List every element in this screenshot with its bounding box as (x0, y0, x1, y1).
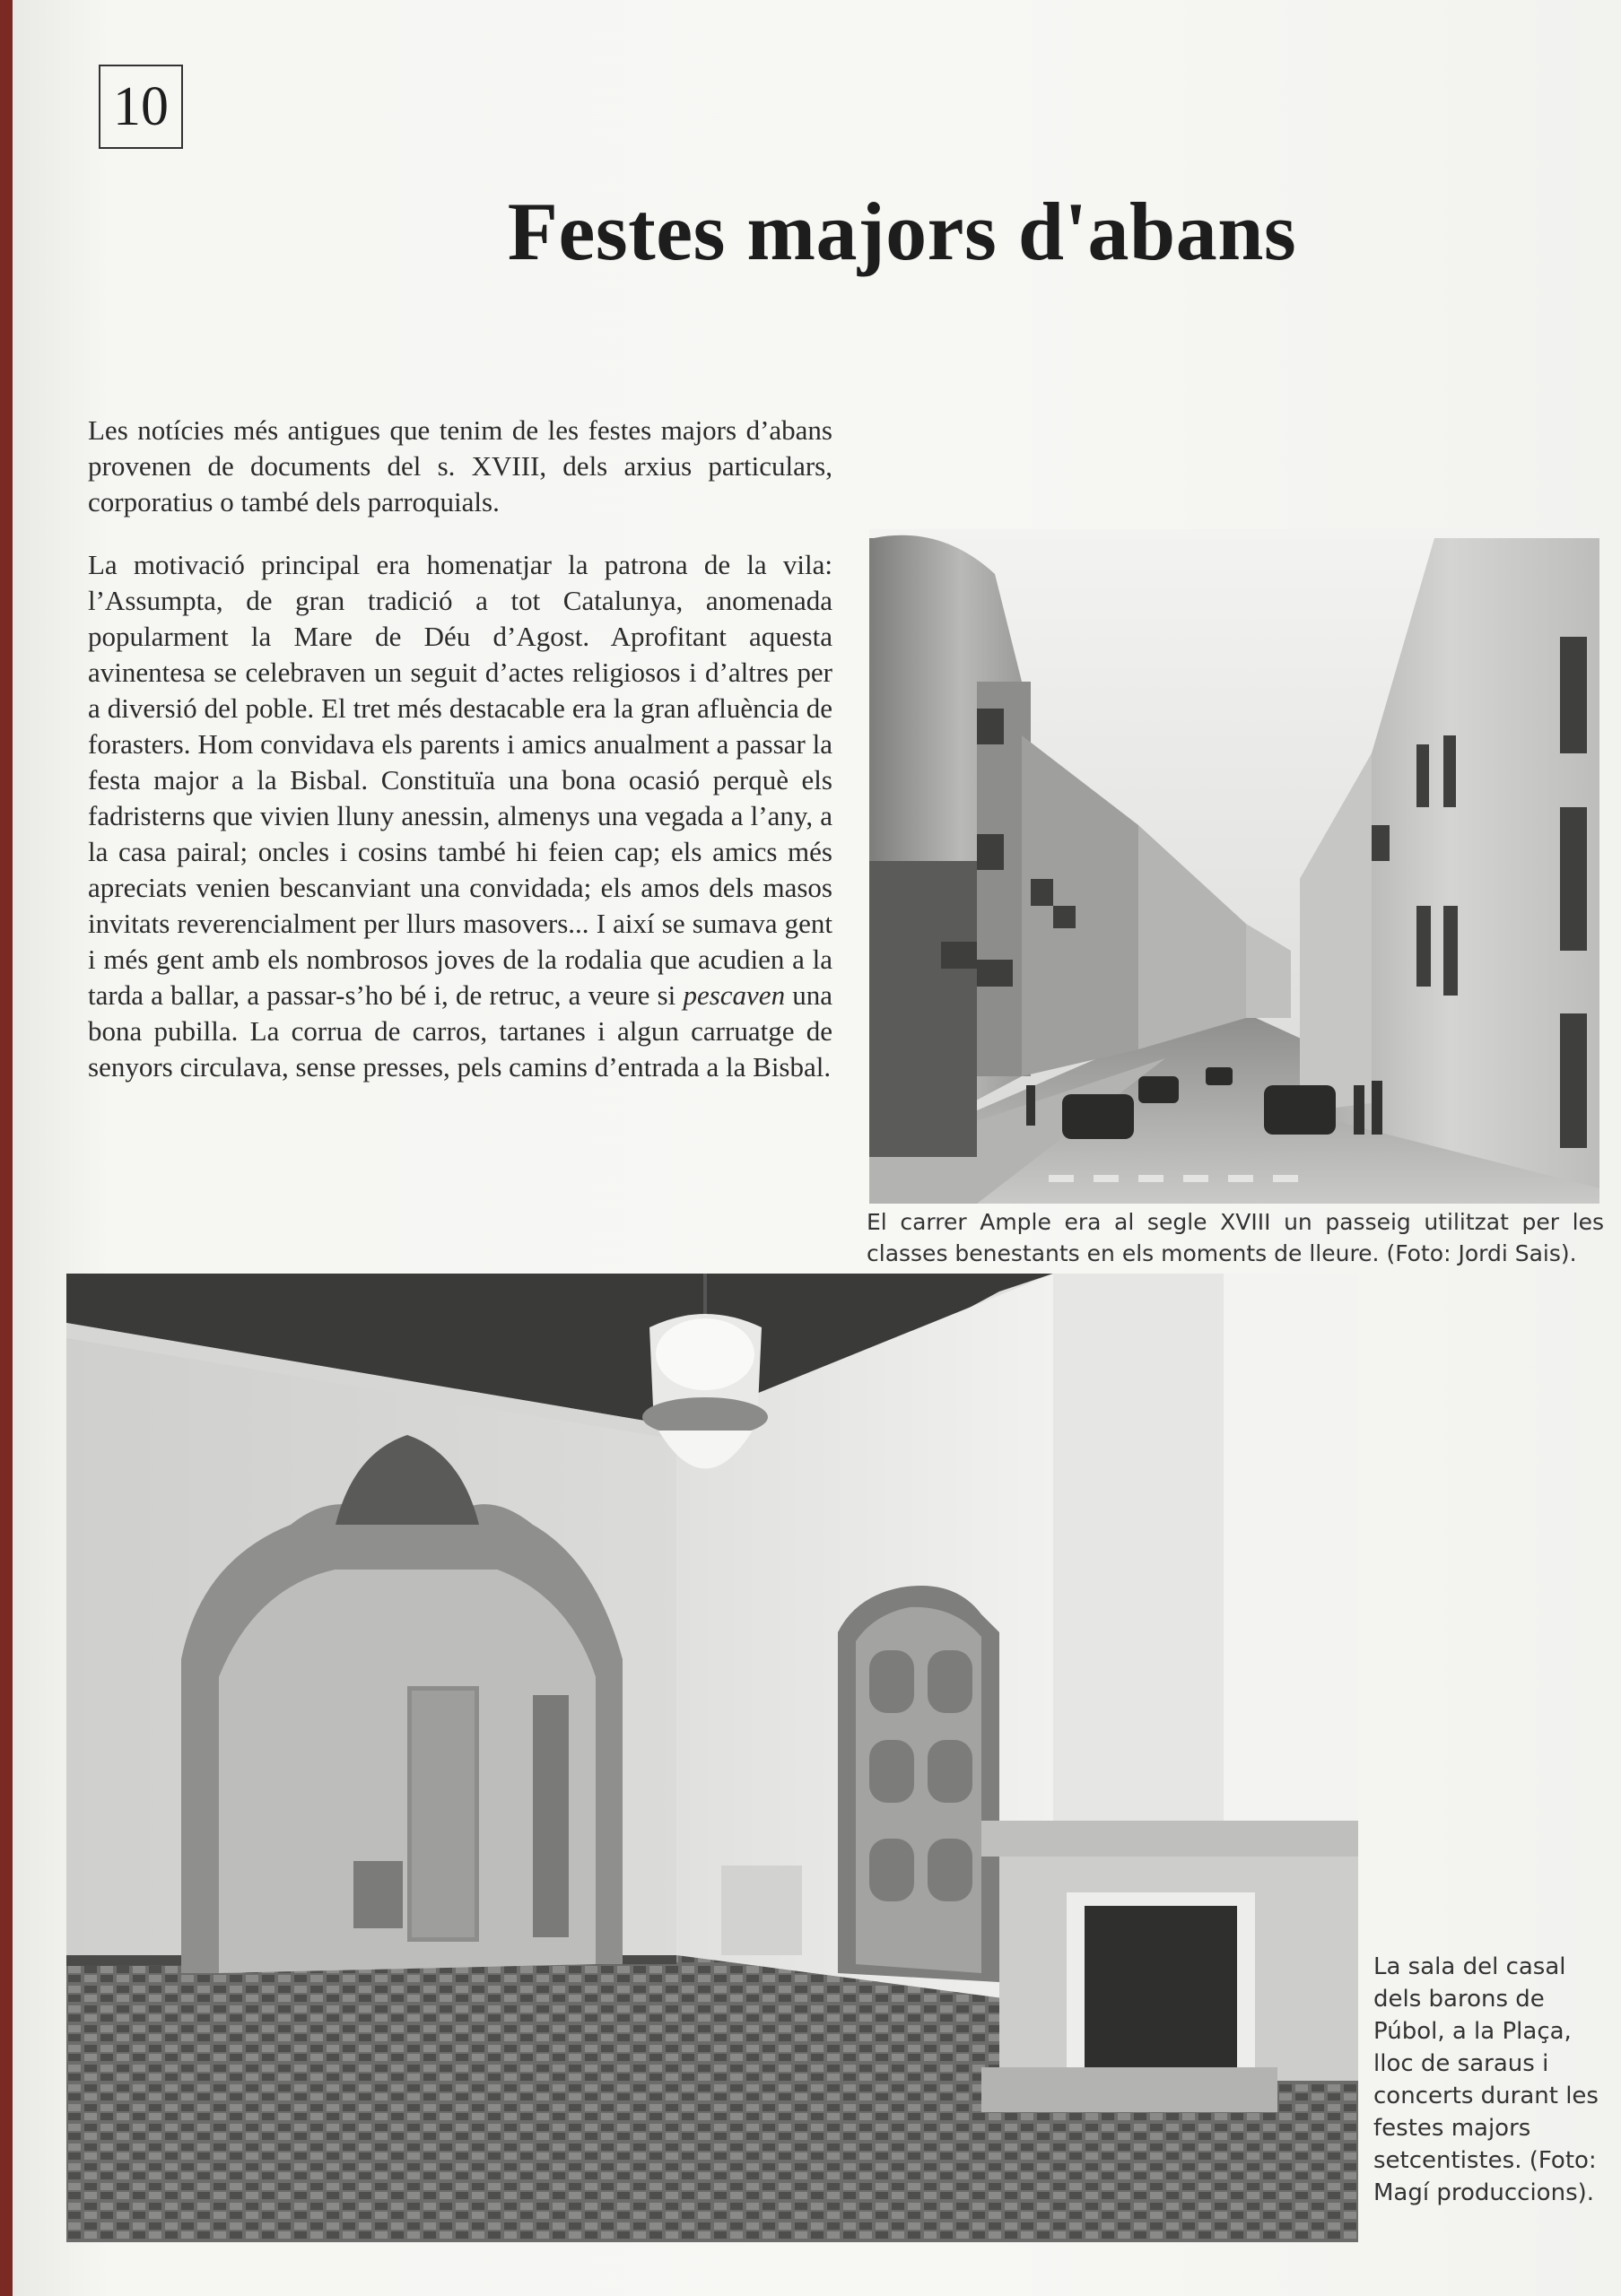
hall-photo-caption: La sala del casal dels barons de Púbol, a la Plaça, lloc de saraus i concerts durant les festes majors setcentistes. (Foto: Magí produccions). (1373, 1953, 1599, 2206)
article-title: Festes majors d'abans (507, 186, 1297, 277)
article-paragraph-2 (88, 547, 832, 1085)
street-photo (869, 529, 1599, 1204)
emphasis-word: pescaven (683, 979, 786, 1011)
street-photo-caption: El carrer Ample era al segle XVIII un passeig utilitzat per les classes benestants en els moments de lleure. (Foto: Jordi Sais). (867, 1209, 1604, 1266)
page-number: 10 (99, 65, 183, 149)
magazine-page (13, 0, 1621, 2296)
paragraph-2-text-start: La motivació principal era homenatjar la patrona de la vila: l’Assumpta, de gran tradició a tot Catalunya, anomenada popularment la Mare de Déu d’Agost. Aprofitant aquesta avinentesa se celebraven un seguit d’actes religiosos i d’altres per a diversió del poble. El tret més destacable era la gran afluència de forasters. Hom convidava els parents i amics anualment a passar la festa major a la Bisbal. Constituïa una bona ocasió perquè els fadristerns que vivien lluny anessin, almenys una vegada a l’any, a la casa pairal; oncles i cosins també hi feien cap; els amics més apreciats venien bescanviant una convidada; els amos dels masos invitats reverencialment per llurs masovers... I així se sumava gent i més gent amb els nombrosos joves de la rodalia que acudien a la tarda a ballar, a passar-s’ho bé i, de retruc, a veure si (88, 549, 832, 1011)
street-photo-image (869, 529, 1599, 1204)
hall-photo-image (66, 1274, 1358, 2242)
hall-photo (66, 1274, 1358, 2242)
paragraph-2-text-end: una bona pubilla. La corrua de carros, tartanes i algun carruatge de senyors circulava, sense presses, pels camins d’entrada a la Bisbal. (88, 979, 833, 1083)
article-paragraph-1: Les notícies més antigues que tenim de les festes majors d’abans provenen de documents del s. XVIII, dels arxius particulars, corporatius o també dels parroquials. (88, 414, 832, 517)
article-body (88, 413, 832, 1112)
